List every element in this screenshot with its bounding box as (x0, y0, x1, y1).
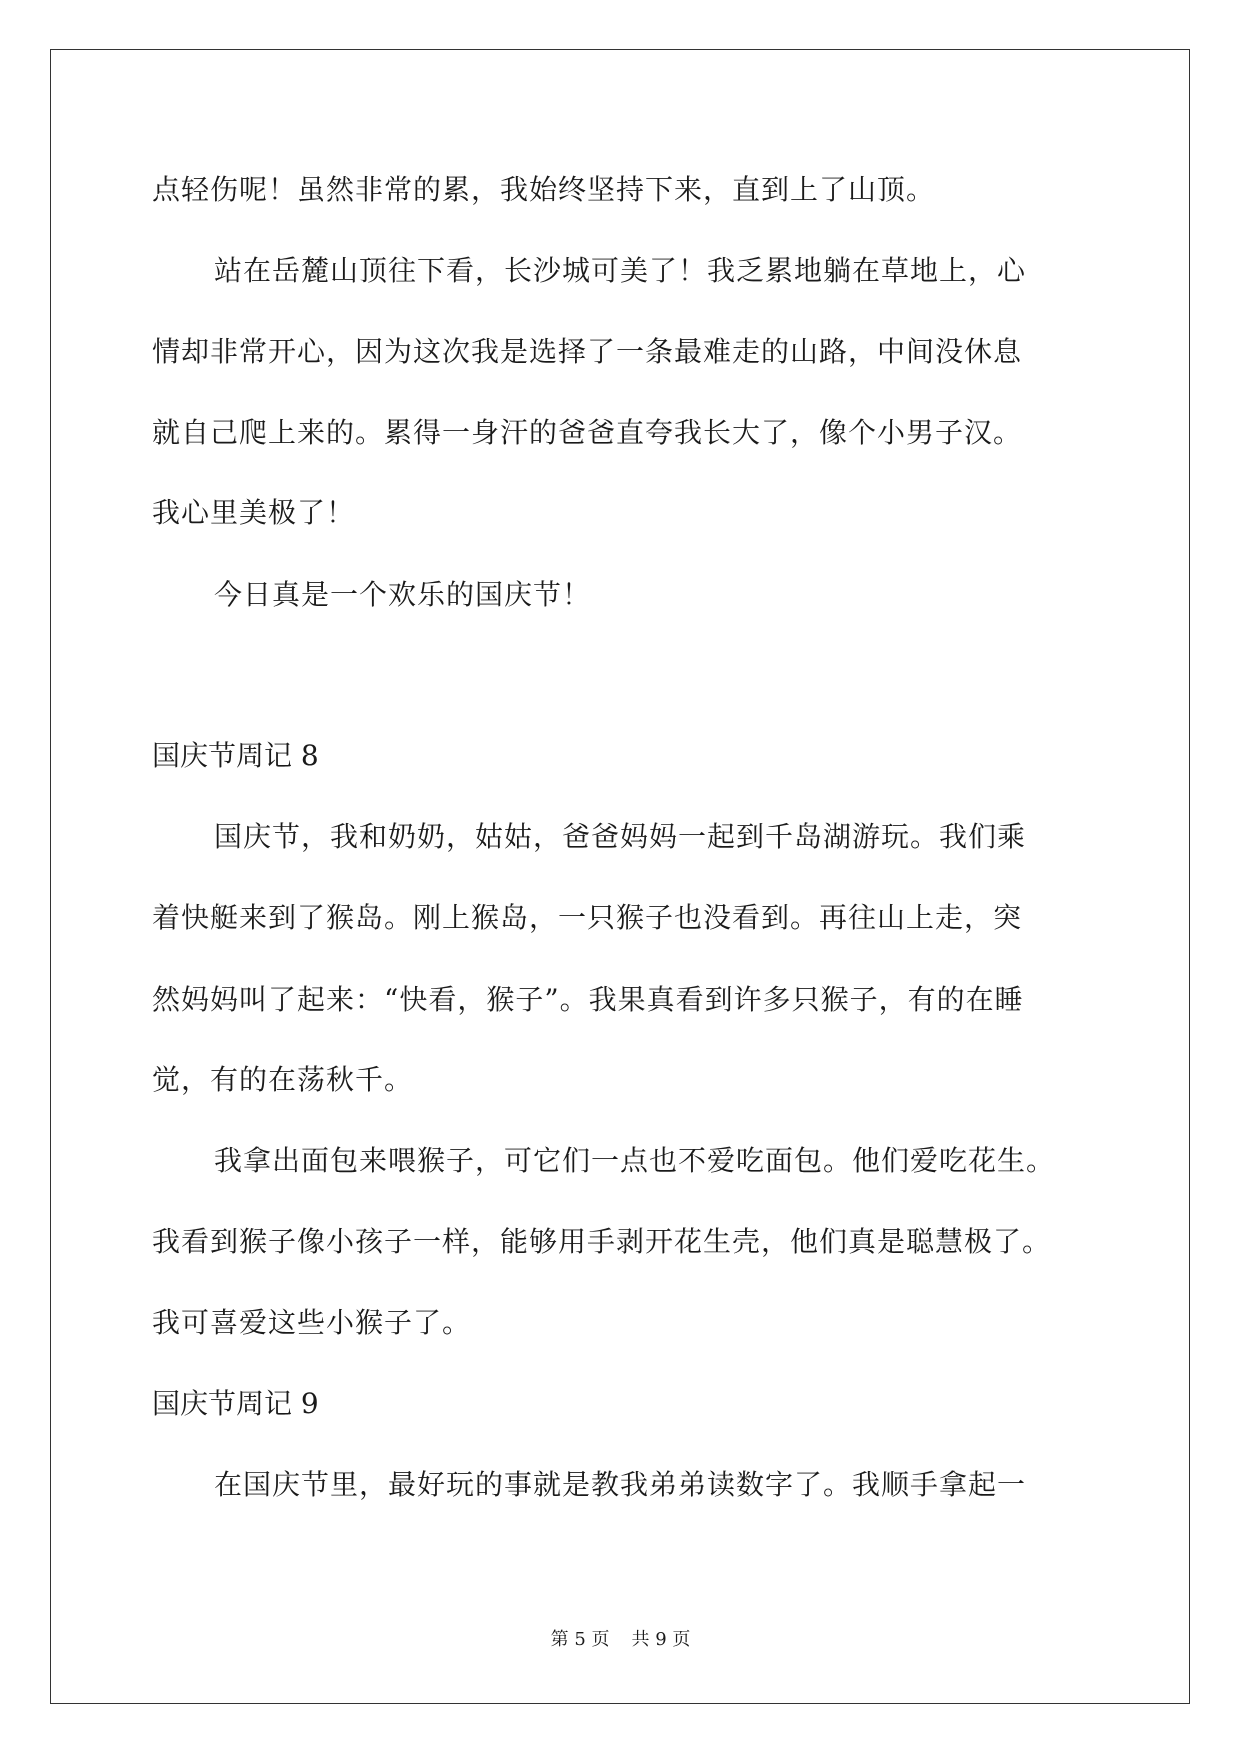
body-line: 点轻伤呢！虽然非常的累，我始终坚持下来，直到上了山顶。 (152, 173, 936, 206)
body-line: 然妈妈叫了起来：“快看，猴子”。我果真看到许多只猴子，有的在睡 (152, 983, 1024, 1016)
paragraph-line: 国庆节，我和奶奶，姑姑，爸爸妈妈一起到千岛湖游玩。我们乘 (214, 820, 1027, 853)
paragraph-line: 今日真是一个欢乐的国庆节！ (214, 578, 592, 611)
page-border (50, 49, 1190, 1704)
body-line: 我看到猴子像小孩子一样，能够用手剥开花生壳，他们真是聪慧极了。 (152, 1225, 1052, 1258)
body-line: 我心里美极了！ (152, 496, 356, 529)
body-line: 觉，有的在荡秋千。 (152, 1063, 414, 1096)
body-line: 我可喜爱这些小猴子了。 (152, 1306, 472, 1339)
page-number: 第 5 页 (550, 1629, 610, 1650)
section-heading-9: 国庆节周记 9 (152, 1387, 319, 1420)
body-line: 就自己爬上来的。累得一身汗的爸爸直夸我长大了，像个小男子汉。 (152, 416, 1023, 449)
paragraph-line: 我拿出面包来喂猴子，可它们一点也不爱吃面包。他们爱吃花生。 (214, 1144, 1056, 1177)
paragraph-line: 站在岳麓山顶往下看，长沙城可美了！我乏累地躺在草地上，心 (214, 254, 1027, 287)
page-total: 共 9 页 (631, 1629, 691, 1650)
body-line: 着快艇来到了猴岛。刚上猴岛，一只猴子也没看到。再往山上走，突 (152, 901, 1023, 934)
section-heading-8: 国庆节周记 8 (152, 739, 319, 772)
page-footer (0, 1628, 1241, 1652)
body-line: 情却非常开心，因为这次我是选择了一条最难走的山路，中间没休息 (152, 335, 1023, 368)
paragraph-line: 在国庆节里，最好玩的事就是教我弟弟读数字了。我顺手拿起一 (214, 1468, 1027, 1501)
